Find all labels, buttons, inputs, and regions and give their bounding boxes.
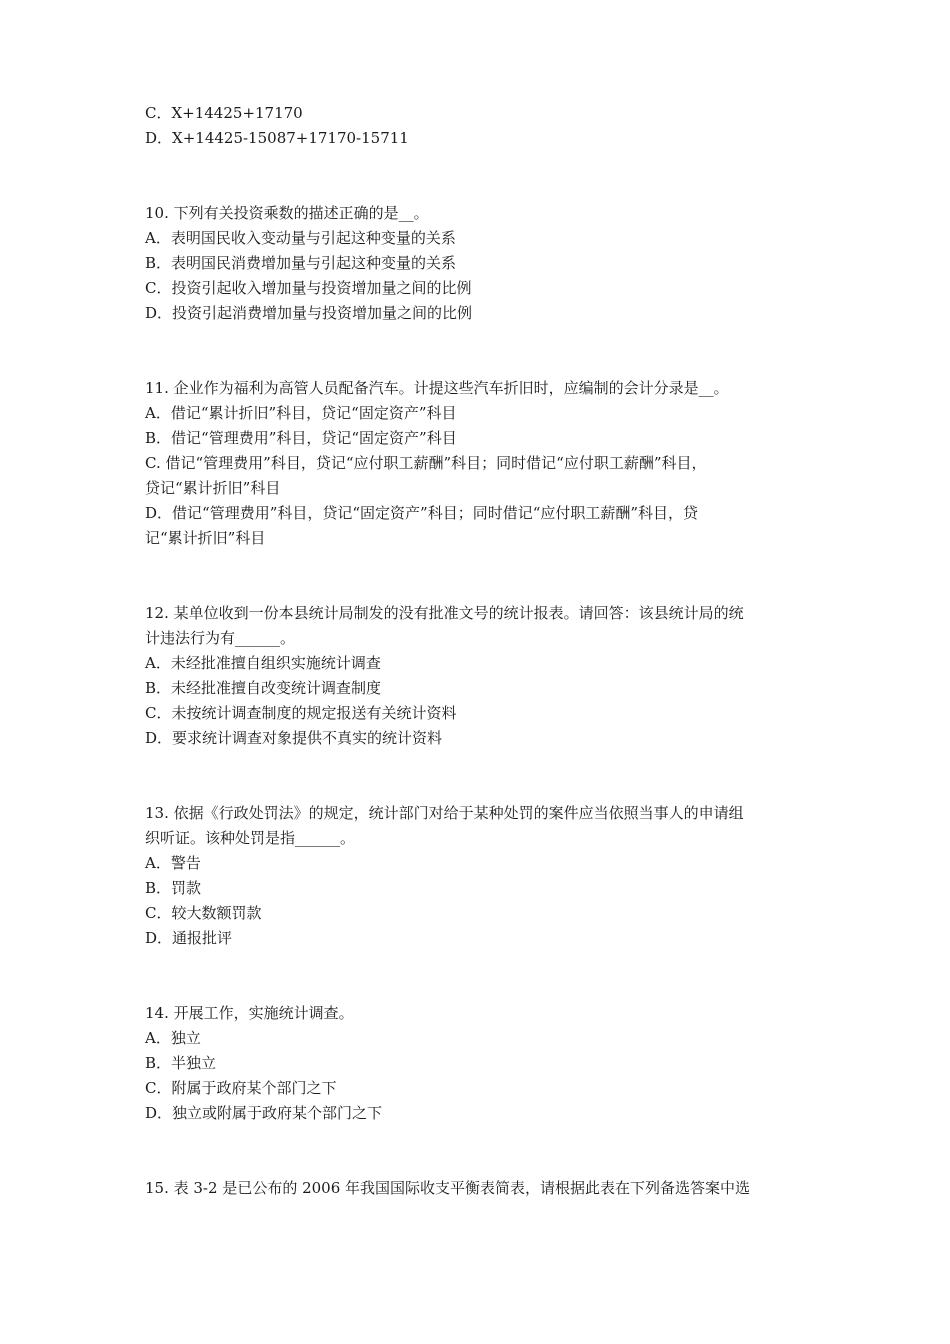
question-stem: 13. 依据《行政处罚法》的规定，统计部门对给于某种处罚的案件应当依照当事人的申请组 xyxy=(145,804,744,822)
option-a: A．警告 xyxy=(145,854,201,872)
question-13 xyxy=(145,801,817,951)
option-c: C．投资引起收入增加量与投资增加量之间的比例 xyxy=(145,279,472,297)
option-c-continued: 贷记“累计折旧”科目 xyxy=(145,479,281,497)
option-c: C. 借记“管理费用”科目，贷记“应付职工薪酬”科目；同时借记“应付职工薪酬”科目， xyxy=(145,454,707,472)
question-12 xyxy=(145,601,817,751)
option-c: C．未按统计调查制度的规定报送有关统计资料 xyxy=(145,704,457,722)
option-d: D．要求统计调查对象提供不真实的统计资料 xyxy=(145,729,443,747)
option-c: C．X+14425+17170 xyxy=(145,104,303,122)
option-d-continued: 记“累计折旧”科目 xyxy=(145,529,266,547)
option-b: B．罚款 xyxy=(145,879,202,897)
question-9-tail xyxy=(145,101,817,151)
question-15 xyxy=(145,1176,817,1201)
question-stem-continued: 织听证。该种处罚是指______。 xyxy=(145,829,356,847)
option-c: C．较大数额罚款 xyxy=(145,904,262,922)
option-d: D．投资引起消费增加量与投资增加量之间的比例 xyxy=(145,304,473,322)
question-stem: 11. 企业作为福利为高管人员配备汽车。计提这些汽车折旧时，应编制的会计分录是__。 xyxy=(145,379,729,397)
option-b: B．半独立 xyxy=(145,1054,217,1072)
option-d: D．X+14425-15087+17170-15711 xyxy=(145,129,409,147)
option-d: D．借记“管理费用”科目，贷记“固定资产”科目；同时借记“应付职工薪酬”科目，贷 xyxy=(145,504,699,522)
option-b: B．未经批准擅自改变统计调查制度 xyxy=(145,679,382,697)
option-d: D．通报批评 xyxy=(145,929,233,947)
question-stem: 15. 表 3-2 是已公布的 2006 年我国国际收支平衡表简表，请根据此表在下列备选答案中选 xyxy=(145,1179,751,1197)
option-a: A．独立 xyxy=(145,1029,201,1047)
option-a: A．表明国民收入变动量与引起这种变量的关系 xyxy=(145,229,456,247)
question-14 xyxy=(145,1001,817,1126)
option-a: A．未经批准擅自组织实施统计调查 xyxy=(145,654,381,672)
option-d: D．独立或附属于政府某个部门之下 xyxy=(145,1104,383,1122)
document-page xyxy=(145,101,817,1201)
question-stem: 10. 下列有关投资乘数的描述正确的是__。 xyxy=(145,204,429,222)
question-stem-continued: 计违法行为有______。 xyxy=(145,629,296,647)
option-a: A．借记“累计折旧”科目，贷记“固定资产”科目 xyxy=(145,404,457,422)
question-stem: 12. 某单位收到一份本县统计局制发的没有批准文号的统计报表。请回答：该县统计局的统 xyxy=(145,604,744,622)
question-10 xyxy=(145,201,817,326)
question-11 xyxy=(145,376,817,551)
option-b: B．表明国民消费增加量与引起这种变量的关系 xyxy=(145,254,457,272)
option-b: B．借记“管理费用”科目，贷记“固定资产”科目 xyxy=(145,429,457,447)
question-stem: 14. 开展工作，实施统计调查。 xyxy=(145,1004,354,1022)
option-c: C．附属于政府某个部门之下 xyxy=(145,1079,337,1097)
